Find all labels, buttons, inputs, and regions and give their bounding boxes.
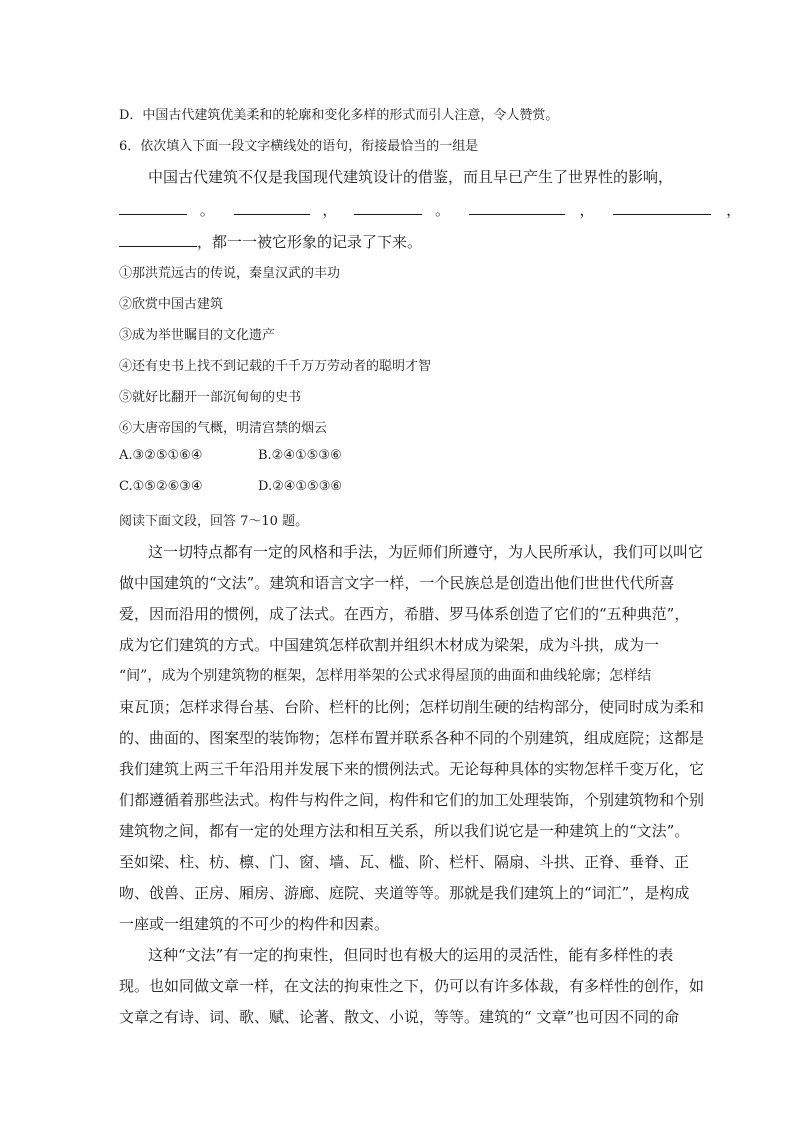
fill-blank-3[interactable] xyxy=(354,200,422,215)
q6-option-b[interactable]: B.②④①⑤③⑥ xyxy=(258,448,342,463)
para1-line: 束瓦顶；怎样求得台基、台阶、栏杆的比例；怎样切削生硬的结构部分，使同时成为柔和 xyxy=(119,698,705,716)
q6-item-5: ⑤就好比翻开一部沉甸甸的史书 xyxy=(119,390,302,405)
q6-item-6: ⑥大唐帝国的气概，明清宫禁的烟云 xyxy=(119,421,328,436)
para2-line: 文章之有诗、词、歌、赋、论著、散文、小说，等等。建筑的“ 文章”也可因不同的命 xyxy=(119,1008,680,1026)
punctuation: ， xyxy=(579,201,595,219)
q6-item-4: ④还有史书上找不到记载的千千万万劳动者的聪明才智 xyxy=(119,359,432,374)
q6-item-2: ②欣赏中国古建筑 xyxy=(119,297,224,312)
para2-line: 这种“文法”有一定的拘束性，但同时也有极大的运用的灵活性，能有多样性的表 xyxy=(148,946,674,964)
q6-item-1: ①那洪荒远古的传说，秦皇汉武的丰功 xyxy=(119,266,341,281)
para1-line: 我们建筑上两三千年沿用并发展下来的惯例法式。无论每种具体的实物怎样千变万化，它 xyxy=(119,760,705,778)
fill-blank-5[interactable] xyxy=(613,200,711,215)
punctuation: 。 xyxy=(199,201,215,219)
q6-passage-end: ，都一一被它形象的记录了下来。 xyxy=(197,233,423,251)
q5-option-d: D．中国古代建筑优美柔和的轮廓和变化多样的形式而引人注意，令人赞赏。 xyxy=(119,108,559,123)
fill-blank-6[interactable] xyxy=(119,232,197,247)
q6-blank-row1 xyxy=(119,199,741,220)
para1-line: 一座或一组建筑的不可少的构件和因素。 xyxy=(119,915,390,933)
punctuation: 。 xyxy=(434,201,450,219)
reading-intro: 阅读下面文段，回答 7～10 题。 xyxy=(119,514,309,529)
q6-passage-line1: 中国古代建筑不仅是我国现代建筑设计的借鉴，而且早已产生了世界性的影响， xyxy=(148,168,674,186)
fill-blank-4[interactable] xyxy=(469,200,565,215)
fill-blank-2[interactable] xyxy=(234,200,310,215)
q6-item-3: ③成为举世瞩目的文化遗产 xyxy=(119,328,276,343)
para1-line: 的、曲面的、图案型的装饰物；怎样布置并联系各种不同的个别建筑，组成庭院；这都是 xyxy=(119,729,705,747)
punctuation: ， xyxy=(322,201,338,219)
para1-line: 爱，因而沿用的惯例，成了法式。在西方，希腊、罗马体系创造了它们的“五种典范”， xyxy=(119,605,690,623)
para1-line: 这一切特点都有一定的风格和手法，为匠师们所遵守，为人民所承认，我们可以叫它 xyxy=(148,543,704,561)
q6-option-c[interactable]: C.①⑤②⑥③④ xyxy=(119,479,203,494)
q6-option-a[interactable]: A.③②⑤①⑥④ xyxy=(119,448,203,463)
q6-option-d[interactable]: D.②④①⑤③⑥ xyxy=(258,479,343,494)
para1-line: 至如梁、柱、枋、檩、门、窗、墙、瓦、槛、阶、栏杆、隔扇、斗拱、正脊、垂脊、正 xyxy=(119,853,690,871)
q6-stem: 6．依次填入下面一段文字横线处的语句，衔接最恰当的一组是 xyxy=(119,139,479,154)
para1-line: 做中国建筑的“文法”。建筑和语言文字一样，一个民族总是创造出他们世世代代所喜 xyxy=(119,574,675,592)
para1-line: 吻、戗兽、正房、厢房、游廊、庭院、夹道等等。那就是我们建筑上的“词汇”，是构成 xyxy=(119,884,690,902)
para1-line: 建筑物之间，都有一定的处理方法和相互关系，所以我们说它是一种建筑上的“文法”。 xyxy=(119,822,690,840)
para1-line: 成为它们建筑的方式。中国建筑怎样砍割并组织木材成为梁架，成为斗拱，成为一 xyxy=(119,636,660,654)
para2-line: 现。也如同做文章一样，在文法的拘束性之下，仍可以有许多体裁，有多样性的创作，如 xyxy=(119,977,705,995)
para1-line: “间”，成为个别建筑物的框架，怎样用举架的公式求得屋顶的曲面和曲线轮廓；怎样结 xyxy=(119,668,652,684)
punctuation: ， xyxy=(726,201,742,219)
q6-blank-row2 xyxy=(119,231,422,252)
para1-line: 们都遵循着那些法式。构件与构件之间，构件和它们的加工处理装饰，个别建筑物和个别 xyxy=(119,791,705,809)
fill-blank-1[interactable] xyxy=(119,200,187,215)
